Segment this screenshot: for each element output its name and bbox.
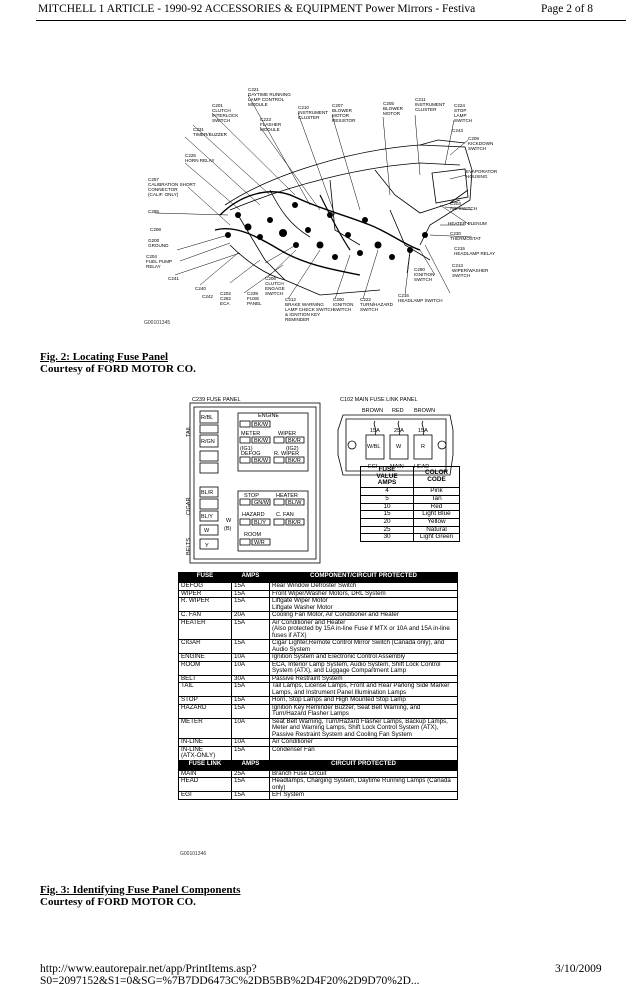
link-amp-2: 25A <box>394 428 404 434</box>
fuse-name-cell: IN-LINE <box>179 739 232 747</box>
fuse-link-name-cell: EGI <box>179 792 232 800</box>
color-table-row <box>361 495 460 503</box>
fuse-row <box>179 619 458 640</box>
fuse-row <box>179 583 458 591</box>
fuse-link-panel-title: C102 MAIN FUSE LINK PANEL <box>340 397 418 403</box>
label-c210: C210 INSTRUMENT CLUSTER <box>298 105 329 121</box>
fuse-name-cell: TAIL <box>179 683 232 697</box>
fuse-description-cell: Rear Window Defroster Switch <box>270 583 458 591</box>
fuse-description-cell: Ignition Key Reminder Buzzer, Seat Belt Warning, and Turn/Hazard Flasher Lamps <box>270 704 458 718</box>
color-table-header-amps: FUSE VALUE AMPS <box>361 467 414 488</box>
fuse-amps-cell: 15 <box>361 511 414 519</box>
label-c205: C205 BLOWER MOTOR <box>383 101 403 117</box>
fig3-code: G00101346 <box>180 851 207 857</box>
fuse-row <box>179 661 458 675</box>
color-table-row <box>361 488 460 496</box>
fuse-name-cell: STOP <box>179 697 232 705</box>
bk-w-label: BK/W <box>254 422 269 428</box>
fuse-name-cell: WIPER <box>179 590 232 598</box>
label-c203: C203 A/C SWITCH <box>450 201 478 212</box>
y-label: Y <box>205 543 209 549</box>
ig1-label: (IG1) <box>240 446 253 452</box>
fuse-description-cell: Air Conditioner and Heater (Also protected by 15A in-line Fuse if MTX or 10A and 15A in-line fuses if ATX) <box>270 619 458 640</box>
fig2-courtesy: Courtesy of FORD MOTOR CO. <box>40 363 196 375</box>
fuse-color-cell: Red <box>414 503 460 511</box>
fuse-name-cell: ROOM <box>179 661 232 675</box>
label-c221: C221 DAYTIME RUNNING LAMP CONTROL MODULE <box>248 87 291 108</box>
label-c215: C215 HEADLAMP RELAY <box>454 246 496 257</box>
room-label: ROOM <box>244 532 262 538</box>
label-c231: C231 TIMER/BUZZER <box>193 127 227 138</box>
footer-url: http://www.eautorepair.net/app/PrintItems.asp?S0=2097152&S1=0&SG=%7B7DD6473C%2DB5BB%2D4F20%2D9D70%2D... <box>40 963 420 987</box>
label-c212: C212 BRAKE WARNING LAMP CHECK SWITCH & IGNITION KEY REMINDER <box>285 297 335 323</box>
label-c201: C201 CLUTCH INTERLOCK SWITCH <box>212 103 239 124</box>
fuse-panel-location-figure <box>120 85 500 330</box>
fuse-name-cell: ENGINE <box>179 654 232 662</box>
label-c241: C241 <box>168 276 179 281</box>
b-label: (B) <box>224 526 232 532</box>
fuse-link-row <box>179 778 458 792</box>
fuse-amps-cell: 15A <box>232 704 270 718</box>
fuse-description-cell: Passive Restraint System <box>270 675 458 683</box>
hazard-label: HAZARD <box>242 512 265 518</box>
fuse-col-header: FUSE <box>179 573 232 583</box>
fuse-amps-cell: 30 <box>361 534 414 542</box>
fuse-description-cell: Cooling Fan Motor, Air Conditioner and Heater <box>270 612 458 620</box>
stop-label: STOP <box>244 493 259 499</box>
label-c226: C226 HORN RELAY <box>185 153 215 164</box>
fuse-row <box>179 704 458 718</box>
gn-w-label: GN/W <box>254 500 269 506</box>
fuse-name-cell: IN-LINE (ATX-ONLY) <box>179 746 232 760</box>
label-c290: C290 IGNITION SWITCH <box>414 267 435 283</box>
fuse-description-cell: ECA, Interior Lamp System, Audio System, Shift Lock Control System (ATX), and Luggage Compartment Lamp <box>270 661 458 675</box>
fuse-circuit-table <box>178 572 458 800</box>
fuse-amps-cell: 10A <box>232 654 270 662</box>
fuse-color-cell: Tan <box>414 495 460 503</box>
page-number: Page 2 of 8 <box>541 3 594 15</box>
label-c216: C216 HEADLAMP SWITCH <box>398 293 443 304</box>
header-rule <box>36 20 626 21</box>
fuse-name-cell: C. FAN <box>179 612 232 620</box>
w2-label: W <box>226 518 232 524</box>
c-fan-label: C. FAN <box>276 512 294 518</box>
defog-label: DEFOG <box>241 451 261 457</box>
link-col-header: FUSE LINK <box>179 760 232 770</box>
color-table-header-code: COLOR CODE <box>414 467 460 488</box>
fuse-description-cell: Horn, Stop Lamps and High Mounted Stop Lamp <box>270 697 458 705</box>
fuse-name-cell: HAZARD <box>179 704 232 718</box>
fuse-panel-title: C239 FUSE PANEL <box>192 397 241 403</box>
bl-w-label: BL/W <box>288 500 302 506</box>
fuse-row <box>179 654 458 662</box>
component-col-header: COMPONENT/CIRCUIT PROTECTED <box>270 573 458 583</box>
bk-r2-label: BK/R <box>288 458 301 464</box>
fuse-row <box>179 683 458 697</box>
fig3-courtesy: Courtesy of FORD MOTOR CO. <box>40 896 196 908</box>
bk-w2-label: BK/W <box>254 438 269 444</box>
fuse-amps-cell: 15A <box>232 683 270 697</box>
link-amps-col-header: AMPS <box>232 760 270 770</box>
fuse-amps-cell: 15A <box>232 590 270 598</box>
label-c257: C257 CALIBRATION SHORT CONNECTOR (CALIF. ONLY) <box>148 177 196 198</box>
fuse-amps-cell: 15A <box>232 619 270 640</box>
label-heater-plenum: HEATER PLENUM <box>448 221 487 226</box>
bl-y3-label: BL/Y <box>254 520 266 526</box>
fig2-code: G00101345 <box>144 320 171 326</box>
link-wire-2: W <box>396 444 402 450</box>
link-top-2: RED <box>392 408 404 414</box>
fuse-color-cell: Natural <box>414 526 460 534</box>
label-c208: C208 <box>150 227 161 232</box>
heater-label: HEATER <box>276 493 298 499</box>
label-c223: C223 FLASHER MODULE <box>260 117 282 133</box>
fuse-name-cell: R. WIPER <box>179 598 232 612</box>
wiper-label: WIPER <box>278 431 297 437</box>
label-c206: C206 CLUTCH ENGAGE SWITCH <box>265 276 285 297</box>
bk-r3-label: BK/R <box>288 520 301 526</box>
fuse-description-cell: Tail Lamps, License Lamps, Front and Rear Parking Side Marker Lamps, and Instrument Panel Illumination Lamps <box>270 683 458 697</box>
fuse-name-cell: BELT <box>179 675 232 683</box>
fuse-color-cell: Pink <box>414 488 460 496</box>
color-table-row <box>361 534 460 542</box>
page-header <box>0 0 638 22</box>
fuse-amps-cell: 15A <box>232 640 270 654</box>
label-c230: C230 THERMOSTAT <box>450 231 481 242</box>
ig2-label: (IG2) <box>286 446 299 452</box>
engine-label: ENGINE <box>258 413 280 419</box>
fuse-amps-cell: 20A <box>232 612 270 620</box>
fig2-caption-link[interactable]: Fig. 2: Locating Fuse Panel <box>40 351 169 363</box>
fuse-color-table <box>360 466 460 542</box>
label-c240: C240 <box>195 286 206 291</box>
fuse-name-cell: CIGAR <box>179 640 232 654</box>
fuse-amps-cell: 5 <box>361 495 414 503</box>
fuse-name-cell: DEFOG <box>179 583 232 591</box>
label-evaporator: EVAPORATOR HOUSING <box>466 169 498 180</box>
label-c211: C211 INSTRUMENT CLUSTER <box>415 97 446 113</box>
link-top-1: BROWN <box>362 408 384 414</box>
fuse-amps-cell: 15A <box>232 697 270 705</box>
fuse-amps-cell: 25 <box>361 526 414 534</box>
fuse-description-cell: Front Wiper/Washer Motors, DRL System <box>270 590 458 598</box>
fuse-row <box>179 739 458 747</box>
fuse-color-cell: Light Blue <box>414 511 460 519</box>
fuse-description-cell: Cigar Lighter,Remote Control Mirror Switch (Canada only), and Audio System <box>270 640 458 654</box>
fuse-link-amps-cell: 15A <box>232 778 270 792</box>
label-c202: C202 C262 ECA <box>220 291 231 307</box>
tail-label: TAIL <box>186 425 192 437</box>
bl-y-label: BL/Y <box>201 514 213 520</box>
fuse-row <box>179 612 458 620</box>
label-c209: C209 KICKDOWN SWITCH <box>468 136 494 152</box>
fuse-link-amps-cell: 15A <box>232 792 270 800</box>
link-wire-3: R <box>421 444 425 450</box>
link-amp-1: 15A <box>370 428 380 434</box>
label-c285: C285 <box>148 209 159 214</box>
fuse-amps-cell: 15A <box>232 746 270 760</box>
fuse-color-cell: Light Green <box>414 534 460 542</box>
label-c224: C224 STOP LAMP SWITCH <box>454 103 473 124</box>
r-bl-label: R/BL <box>201 415 214 421</box>
label-c242: C242 <box>202 294 213 299</box>
link-bottom-1: EGI <box>368 464 378 470</box>
fuse-description-cell: Seat Belt Warning, Turn/Hazard Flasher Lamps, Backup Lamps, Meter and Warning Lamps, Shift Lock Control System (ATX), Passive Restraint System and Cooling Fan System <box>270 718 458 739</box>
fuse-row <box>179 640 458 654</box>
link-bottom-3: HEAD <box>414 464 430 470</box>
fuse-amps-cell: 15A <box>232 598 270 612</box>
fuse-amps-cell: 10 <box>361 503 414 511</box>
amps-col-header: AMPS <box>232 573 270 583</box>
footer-date: 3/10/2009 <box>555 963 602 975</box>
fuse-link-description-cell: Headlamps, Charging System, Daytime Running Lamps (Canada only) <box>270 778 458 792</box>
bk-r-label: BK/R <box>288 438 301 444</box>
fuse-row <box>179 598 458 612</box>
fuse-link-amps-cell: 25A <box>232 770 270 778</box>
link-top-3: BROWN <box>414 408 436 414</box>
fuse-row <box>179 697 458 705</box>
w-label: W <box>204 528 210 534</box>
fuse-description-cell: Condenser Fan <box>270 746 458 760</box>
fuse-color-cell: Yellow <box>414 519 460 527</box>
r-wiper-label: R. WIPER <box>274 451 300 457</box>
belts-label: BELTS <box>186 537 192 555</box>
fuse-amps-cell: 10A <box>232 739 270 747</box>
fuse-name-cell: HEATER <box>179 619 232 640</box>
meter-label: METER <box>241 431 261 437</box>
fuse-amps-cell: 20 <box>361 519 414 527</box>
fuse-amps-cell: 4 <box>361 488 414 496</box>
cigar-label: CIGAR <box>186 497 192 515</box>
fuse-description-cell: Ignition System and Electronic Control Assembly <box>270 654 458 662</box>
label-c204: C204 FUEL PUMP RELAY <box>146 254 173 270</box>
w-r-label: W/R <box>254 540 265 546</box>
label-c207: C207 BLOWER MOTOR RESISTOR <box>332 103 356 124</box>
fuse-amps-cell: 10A <box>232 661 270 675</box>
label-c213: C213 WIPER/WASHER SWITCH <box>452 263 489 279</box>
fuse-row <box>179 746 458 760</box>
fuse-amps-cell: 10A <box>232 718 270 739</box>
label-c222: C222 TURN/HAZARD SWITCH <box>360 297 393 313</box>
r-gn-label: R/GN <box>201 439 215 445</box>
fuse-link-row <box>179 792 458 800</box>
bk-w3-label: BK/W <box>254 458 269 464</box>
fuse-link-description-cell: EFI System <box>270 792 458 800</box>
circuit-col-header: CIRCUIT PROTECTED <box>270 760 458 770</box>
fuse-amps-cell: 30A <box>232 675 270 683</box>
fuse-name-cell: METER <box>179 718 232 739</box>
fuse-link-name-cell: HEAD <box>179 778 232 792</box>
fuse-description-cell: Liftgate Wiper Motor Liftgate Washer Motor <box>270 598 458 612</box>
link-amp-3: 15A <box>418 428 428 434</box>
label-c200: C200 IGNITION SWITCH <box>333 297 354 313</box>
link-wire-1: W/BL <box>367 444 381 450</box>
fuse-link-description-cell: Branch Fuse Circuit <box>270 770 458 778</box>
fuse-row <box>179 718 458 739</box>
fig3-caption-link[interactable]: Fig. 3: Identifying Fuse Panel Components <box>40 884 241 896</box>
fuse-link-name-cell: MAIN <box>179 770 232 778</box>
bl-r-label: BL/R <box>201 490 214 496</box>
label-ground: G200 GROUND <box>148 238 169 249</box>
label-c239: C239 FUSE PANEL <box>247 291 262 307</box>
fuse-amps-cell: 15A <box>232 583 270 591</box>
label-c243: C243 <box>452 128 463 133</box>
link-bottom-2: MAIN <box>390 464 404 470</box>
fuse-description-cell: Air Conditioner <box>270 739 458 747</box>
document-title: MITCHELL 1 ARTICLE - 1990-92 ACCESSORIES & EQUIPMENT Power Mirrors - Festiva <box>38 3 476 15</box>
